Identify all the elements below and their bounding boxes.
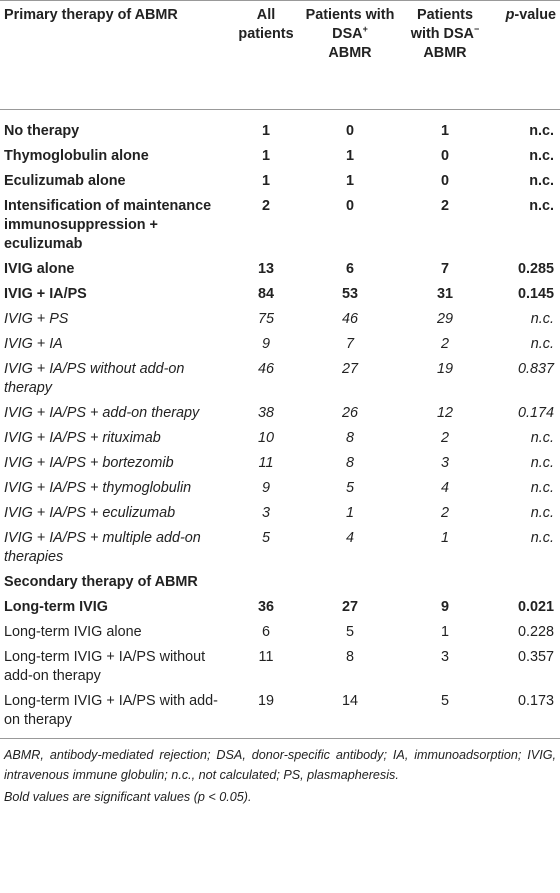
row-label: IVIG + IA/PS + add-on therapy [4, 405, 200, 421]
cell-p-value: 0.145 [517, 286, 554, 302]
cell-dsa-negative: 0 [440, 173, 449, 189]
cell-p-value: 0.173 [492, 689, 560, 739]
row-label: Long-term IVIG + IA/PS with add-on therapy [0, 689, 230, 739]
cell-p-value: n.c. [530, 530, 554, 546]
cell-p-value: n.c. [529, 173, 554, 189]
cell-p-value: 0.021 [517, 599, 554, 615]
cell-all-patients: 1 [261, 173, 270, 189]
row-label: IVIG alone [4, 261, 75, 277]
table-row [0, 476, 560, 501]
cell-dsa-positive: 4 [345, 530, 354, 546]
cell-p-value: n.c. [530, 430, 554, 446]
cell-p-value: n.c. [530, 455, 554, 471]
cell-all-patients: 19 [230, 689, 302, 739]
cell-dsa-positive: 1 [345, 173, 354, 189]
cell-all-patients: 38 [257, 405, 274, 421]
cell-all-patients: 9 [261, 480, 270, 496]
cell-all-patients: 2 [261, 198, 270, 214]
cell-dsa-positive: 27 [341, 361, 358, 377]
cell-dsa-negative: 31 [436, 286, 453, 302]
row-label: IVIG + IA [4, 336, 63, 352]
row-label: IVIG + IA/PS + bortezomib [4, 455, 174, 471]
cell-dsa-positive: 8 [345, 455, 354, 471]
cell-dsa-negative: 1 [440, 530, 449, 546]
table-row [0, 282, 560, 307]
cell-dsa-negative: 0 [440, 148, 449, 164]
cell-dsa-negative: 29 [436, 311, 453, 327]
row-label: Eculizumab alone [4, 173, 126, 189]
cell-p-value: 0.174 [517, 405, 554, 421]
cell-all-patients: 46 [257, 361, 274, 377]
table-row [0, 595, 560, 620]
row-label: IVIG + IA/PS + thymoglobulin [4, 480, 192, 496]
table-row [0, 526, 560, 570]
cell-all-patients: 75 [257, 311, 274, 327]
header-primary-therapy: Primary therapy of ABMR [0, 1, 230, 110]
cell-dsa-negative: 1 [440, 624, 449, 640]
table-footnote-significance: Bold values are significant values (p < 0.05). [4, 790, 252, 804]
table-row [0, 194, 560, 257]
row-label: IVIG + PS [4, 311, 69, 327]
header-dsa-negative: Patients with DSA− ABMR [398, 1, 492, 110]
table-row [0, 501, 560, 526]
cell-dsa-negative: 19 [436, 361, 453, 377]
cell-dsa-negative: 7 [440, 261, 449, 277]
cell-p-value: n.c. [529, 148, 554, 164]
cell-p-value: n.c. [530, 480, 554, 496]
table-row [0, 307, 560, 332]
cell-all-patients: 1 [261, 148, 270, 164]
table-header [0, 1, 560, 110]
cell-dsa-negative: 12 [436, 405, 453, 421]
cell-p-value: n.c. [530, 505, 554, 521]
cell-dsa-positive: 1 [345, 148, 354, 164]
cell-all-patients: 11 [258, 649, 274, 665]
cell-dsa-positive: 27 [341, 599, 358, 615]
header-all-patients: All patients [230, 1, 302, 110]
cell-dsa-negative: 3 [440, 455, 449, 471]
table-row [0, 570, 560, 595]
cell-dsa-positive [302, 570, 398, 595]
row-label: Long-term IVIG + IA/PS without add-on therapy [4, 649, 206, 684]
header-dsa-positive: Patients with DSA+ ABMR [302, 1, 398, 110]
cell-dsa-negative: 2 [440, 198, 449, 214]
cell-p-value: 0.228 [517, 624, 554, 640]
cell-all-patients: 10 [257, 430, 274, 446]
row-label: Long-term IVIG [4, 599, 108, 615]
table-row [0, 332, 560, 357]
table-row [0, 110, 560, 145]
cell-all-patients [230, 570, 302, 595]
table-footnote: ABMR, antibody-mediated rejection; DSA, donor-specific antibody; IA, immunoadsorption; IVIG, intravenous immune globulin; n.c., not calculated; PS, plasmapheresis. [4, 748, 556, 782]
cell-all-patients: 6 [261, 624, 270, 640]
cell-all-patients: 84 [257, 286, 274, 302]
row-label: IVIG + IA/PS + eculizumab [4, 505, 176, 521]
cell-dsa-positive: 7 [345, 336, 354, 352]
cell-p-value: 0.837 [517, 361, 554, 377]
cell-all-patients: 9 [261, 336, 270, 352]
cell-p-value: n.c. [530, 311, 554, 327]
cell-dsa-negative: 3 [440, 649, 449, 665]
row-label: No therapy [4, 123, 80, 139]
row-label: Secondary therapy of ABMR [4, 574, 198, 590]
cell-dsa-positive: 46 [341, 311, 358, 327]
cell-dsa-negative: 4 [440, 480, 449, 496]
cell-dsa-negative: 2 [440, 430, 449, 446]
cell-all-patients: 13 [257, 261, 274, 277]
table-row [0, 169, 560, 194]
header-p-value: p-value [492, 1, 560, 110]
cell-dsa-positive: 53 [341, 286, 358, 302]
cell-dsa-negative: 1 [440, 123, 449, 139]
row-label: Intensification of maintenance immunosuppression + eculizumab [4, 198, 212, 252]
table-row [0, 451, 560, 476]
cell-dsa-positive: 26 [341, 405, 358, 421]
cell-dsa-positive: 0 [345, 198, 354, 214]
row-label: IVIG + IA/PS [4, 286, 87, 302]
cell-dsa-positive: 8 [345, 430, 354, 446]
cell-p-value: n.c. [529, 198, 554, 214]
cell-dsa-positive: 14 [302, 689, 398, 739]
cell-all-patients: 1 [261, 123, 270, 139]
cell-dsa-positive: 8 [345, 649, 354, 665]
table-row [0, 689, 560, 739]
cell-p-value: 0.285 [517, 261, 554, 277]
table-row [0, 401, 560, 426]
row-label: IVIG + IA/PS without add-on therapy [4, 361, 185, 396]
cell-dsa-negative [398, 570, 492, 595]
row-label: Thymoglobulin alone [4, 148, 149, 164]
cell-dsa-positive: 6 [345, 261, 354, 277]
table-row [0, 357, 560, 401]
cell-dsa-positive: 5 [345, 624, 354, 640]
cell-p-value: n.c. [529, 123, 554, 139]
cell-all-patients: 11 [258, 455, 274, 471]
cell-all-patients: 5 [261, 530, 270, 546]
table-row [0, 620, 560, 645]
cell-dsa-positive: 0 [345, 123, 354, 139]
table-row [0, 257, 560, 282]
cell-all-patients: 36 [257, 599, 274, 615]
cell-dsa-negative: 2 [440, 336, 449, 352]
table-row [0, 645, 560, 689]
table-row [0, 144, 560, 169]
cell-dsa-positive: 5 [345, 480, 354, 496]
cell-all-patients: 3 [261, 505, 270, 521]
row-label: IVIG + IA/PS + multiple add-on therapies [4, 530, 201, 565]
cell-dsa-negative: 9 [440, 599, 449, 615]
row-label: Long-term IVIG alone [4, 624, 142, 640]
cell-dsa-negative: 5 [398, 689, 492, 739]
cell-p-value: n.c. [530, 336, 554, 352]
table-row [0, 426, 560, 451]
cell-p-value: 0.357 [517, 649, 554, 665]
cell-dsa-negative: 2 [440, 505, 449, 521]
table-body [0, 110, 560, 739]
row-label: IVIG + IA/PS + rituximab [4, 430, 161, 446]
cell-dsa-positive: 1 [345, 505, 354, 521]
cell-p-value [492, 570, 560, 595]
